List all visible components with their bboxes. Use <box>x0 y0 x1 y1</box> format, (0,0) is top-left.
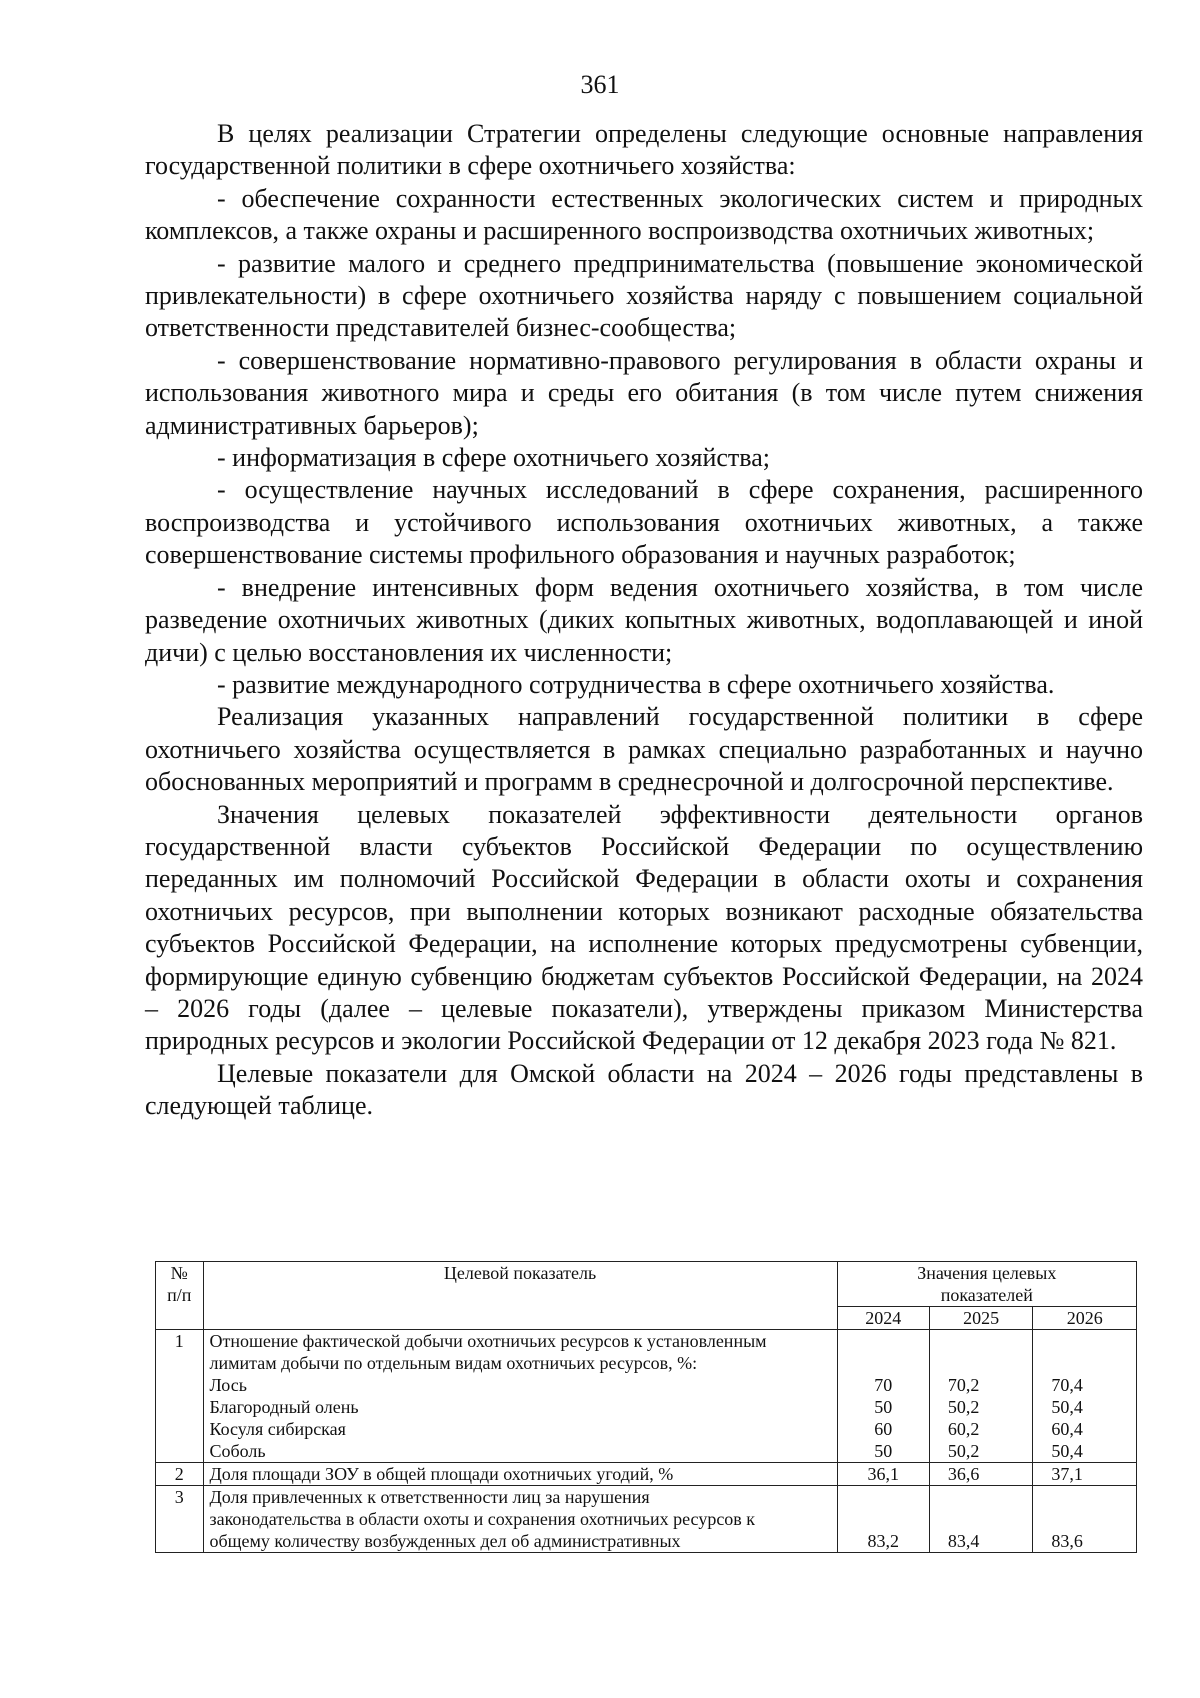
list-item-ecosystems: - обеспечение сохранности естественных экологических систем и природных комплексов, а также охраны и расширенного воспроизводства охотничьих животных; <box>145 183 1143 246</box>
indicator-line: Косуля сибирская <box>209 1419 346 1439</box>
row-indicator <box>203 1486 837 1553</box>
list-item-intensive-forms: - внедрение интенсивных форм ведения охотничьего хозяйства, в том числе разведение охотничьих животных (диких копытных животных, водоплавающей и иной дичи) с целью восстановления их численности; <box>145 572 1143 667</box>
value-2025 <box>929 1463 1033 1486</box>
header-indicator: Целевой показатель <box>203 1262 837 1330</box>
paragraph-intro: В целях реализации Стратегии определены следующие основные направления государственной политики в сфере охотничьего хозяйства: <box>145 119 1143 181</box>
value-line: 60,4 <box>1051 1419 1083 1439</box>
value-line: 50 <box>874 1441 893 1461</box>
row-indicator <box>203 1463 837 1486</box>
value-line: 50,2 <box>947 1441 980 1461</box>
value-line <box>948 1330 1027 1352</box>
value-line <box>948 1508 1027 1530</box>
value-line: 50 <box>874 1397 893 1417</box>
value-line: 83,2 <box>867 1531 899 1551</box>
value-line <box>948 1486 1027 1508</box>
value-line: 60,2 <box>947 1419 980 1439</box>
value-line: 83,4 <box>947 1531 980 1551</box>
row-number: 2 <box>156 1463 204 1486</box>
value-2025 <box>929 1486 1033 1553</box>
value-2024 <box>837 1486 929 1553</box>
header-number: № п/п <box>156 1262 204 1330</box>
indicator-line: общему количеству возбужденных дел об административных <box>209 1531 681 1551</box>
value-2026 <box>1033 1486 1137 1553</box>
table-row <box>156 1330 1137 1463</box>
target-indicators-table <box>155 1261 1137 1553</box>
value-line <box>1051 1352 1130 1374</box>
header-year-2026: 2026 <box>1033 1307 1137 1330</box>
paragraph-implementation: Реализация указанных направлений государственной политики в сфере охотничьего хозяйства осуществляется в рамках специально разработанных и научно обоснованных мероприятий и программ в среднесрочной и долгосрочной перспективе. <box>145 702 1143 797</box>
value-line: 70,4 <box>1051 1375 1083 1395</box>
list-item-research: - осуществление научных исследований в сфере сохранения, расширенного воспроизводства и устойчивого использования охотничьих животных, а также совершенствование системы профильного образования и научных разработок; <box>145 475 1143 570</box>
value-2025 <box>929 1330 1033 1463</box>
table-row <box>156 1486 1137 1553</box>
value-2026 <box>1033 1330 1137 1463</box>
table-header-row <box>156 1262 1137 1307</box>
table-body <box>156 1330 1137 1553</box>
indicator-line: Благородный олень <box>209 1397 359 1417</box>
indicator-line: Лось <box>209 1375 247 1395</box>
header-values: Значения целевых показателей <box>837 1262 1136 1307</box>
table-row <box>156 1463 1137 1486</box>
list-item-international: - развитие международного сотрудничества в сфере охотничьего хозяйства. <box>217 669 1055 699</box>
row-indicator <box>203 1330 837 1463</box>
value-2026 <box>1033 1463 1137 1486</box>
value-line: 83,6 <box>1051 1531 1083 1551</box>
value-2024 <box>837 1330 929 1463</box>
value-line <box>844 1486 923 1508</box>
value-line <box>844 1508 923 1530</box>
indicator-line: Отношение фактической добычи охотничьих ресурсов к установленным <box>209 1331 767 1351</box>
value-line: 50,4 <box>1051 1441 1083 1461</box>
row-number: 3 <box>156 1486 204 1553</box>
indicator-line: Соболь <box>209 1441 266 1461</box>
value-line: 37,1 <box>1051 1464 1083 1484</box>
list-item-business: - развитие малого и среднего предпринимательства (повышение экономической привлекательности) в сфере охотничьего хозяйства наряду с повышением социальной ответственности представителей бизнес-сообщества; <box>145 248 1143 343</box>
row-number: 1 <box>156 1330 204 1463</box>
value-line <box>844 1330 923 1352</box>
value-line <box>1051 1486 1130 1508</box>
value-line <box>844 1352 923 1374</box>
indicator-line: лимитам добычи по отдельным видам охотничьих ресурсов, %: <box>209 1353 698 1373</box>
header-year-2024: 2024 <box>837 1307 929 1330</box>
indicator-line: законодательства в области охоты и сохранения охотничьих ресурсов к <box>209 1509 756 1529</box>
value-line <box>948 1352 1027 1374</box>
indicator-line: Доля площади ЗОУ в общей площади охотничьих угодий, % <box>209 1464 674 1484</box>
value-line: 70,2 <box>947 1375 980 1395</box>
value-line: 50,2 <box>947 1397 980 1417</box>
value-line: 50,4 <box>1051 1397 1083 1417</box>
paragraph-target-values: Значения целевых показателей эффективности деятельности органов государственной власти субъектов Российской Федерации по осуществлению переданных им полномочий Российской Федерации в области охоты и сохранения охотничьих ресурсов, при выполнении которых возникают расходные обязательства субъектов Российской Федерации, на исполнение которых предусмотрены субвенции, формирующие единую субвенцию бюджетам субъектов Российской Федерации, на 2024 – 2026 годы (далее – целевые показатели), утверждены приказом Министерства природных ресурсов и экологии Российской Федерации от 12 декабря 2023 года № 821. <box>145 799 1143 1056</box>
header-year-2025: 2025 <box>929 1307 1033 1330</box>
list-item-regulation: - совершенствование нормативно-правового регулирования в области охраны и использования животного мира и среды его обитания (в том числе путем снижения административных барьеров); <box>145 345 1143 440</box>
body-text <box>145 118 1143 1123</box>
value-line: 70 <box>874 1375 893 1395</box>
value-2024 <box>837 1463 929 1486</box>
paragraph-table-intro: Целевые показатели для Омской области на 2024 – 2026 годы представлены в следующей таблице. <box>145 1058 1143 1121</box>
page-number: 361 <box>580 70 620 99</box>
value-line: 60 <box>874 1419 893 1439</box>
value-line <box>1051 1508 1130 1530</box>
list-item-informatization: - информатизация в сфере охотничьего хозяйства; <box>217 443 770 473</box>
value-line <box>1051 1330 1130 1352</box>
value-line: 36,1 <box>867 1464 899 1484</box>
indicator-line: Доля привлеченных к ответственности лиц за нарушения <box>209 1487 650 1507</box>
value-line: 36,6 <box>947 1464 980 1484</box>
